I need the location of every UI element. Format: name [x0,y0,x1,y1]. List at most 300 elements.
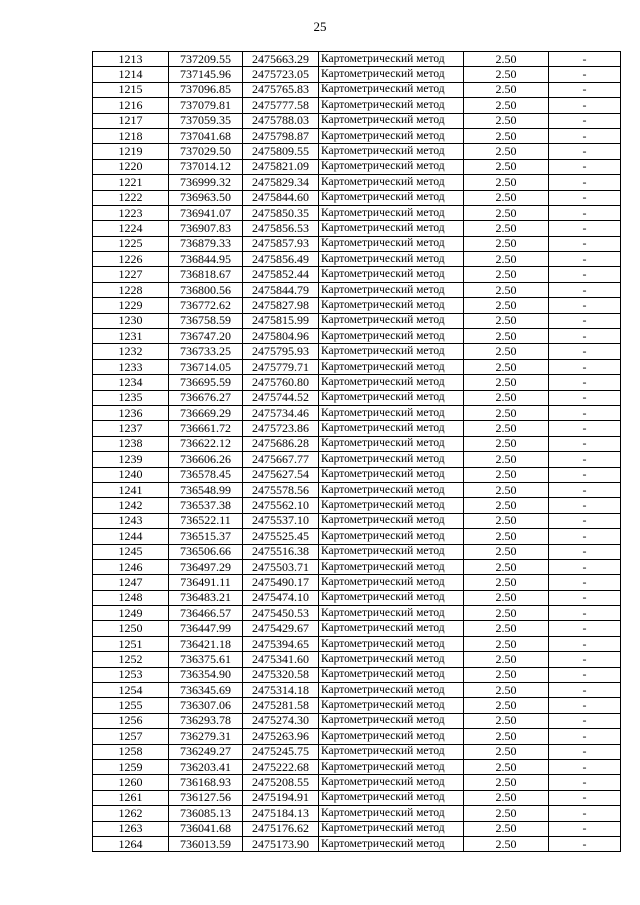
point-number-cell: 1225 [93,236,169,251]
precision-cell: 2.50 [464,621,549,636]
x-coordinate-cell: 736515.37 [169,529,243,544]
precision-cell: 2.50 [464,190,549,205]
precision-cell: 2.50 [464,405,549,420]
method-cell: Картометрический метод [319,221,464,236]
table-row [93,52,621,67]
table-row [93,606,621,621]
x-coordinate-cell: 736085.13 [169,806,243,821]
method-cell: Картометрический метод [319,421,464,436]
point-number-cell: 1251 [93,636,169,651]
method-cell: Картометрический метод [319,575,464,590]
method-cell: Картометрический метод [319,544,464,559]
method-cell: Картометрический метод [319,713,464,728]
precision-cell: 2.50 [464,636,549,651]
table-row [93,775,621,790]
precision-cell: 2.50 [464,544,549,559]
method-cell: Картометрический метод [319,836,464,851]
y-coordinate-cell: 2475450.53 [243,606,319,621]
table-row [93,329,621,344]
method-cell: Картометрический метод [319,621,464,636]
precision-cell: 2.50 [464,498,549,513]
point-number-cell: 1262 [93,806,169,821]
precision-cell: 2.50 [464,113,549,128]
note-cell: - [549,621,621,636]
note-cell: - [549,775,621,790]
table-row [93,144,621,159]
method-cell: Картометрический метод [319,52,464,67]
method-cell: Картометрический метод [319,698,464,713]
y-coordinate-cell: 2475490.17 [243,575,319,590]
point-number-cell: 1250 [93,621,169,636]
precision-cell: 2.50 [464,52,549,67]
method-cell: Картометрический метод [319,482,464,497]
y-coordinate-cell: 2475760.80 [243,375,319,390]
table-row [93,190,621,205]
precision-cell: 2.50 [464,205,549,220]
point-number-cell: 1253 [93,667,169,682]
x-coordinate-cell: 736669.29 [169,405,243,420]
x-coordinate-cell: 736548.99 [169,482,243,497]
note-cell: - [549,606,621,621]
point-number-cell: 1255 [93,698,169,713]
precision-cell: 2.50 [464,344,549,359]
precision-cell: 2.50 [464,836,549,851]
x-coordinate-cell: 737029.50 [169,144,243,159]
method-cell: Картометрический метод [319,128,464,143]
note-cell: - [549,590,621,605]
method-cell: Картометрический метод [319,375,464,390]
note-cell: - [549,575,621,590]
note-cell: - [549,436,621,451]
y-coordinate-cell: 2475562.10 [243,498,319,513]
table-row [93,390,621,405]
precision-cell: 2.50 [464,421,549,436]
point-number-cell: 1254 [93,683,169,698]
method-cell: Картометрический метод [319,790,464,805]
note-cell: - [549,159,621,174]
point-number-cell: 1231 [93,329,169,344]
precision-cell: 2.50 [464,175,549,190]
y-coordinate-cell: 2475320.58 [243,667,319,682]
coordinates-table [92,51,621,852]
precision-cell: 2.50 [464,482,549,497]
point-number-cell: 1237 [93,421,169,436]
method-cell: Картометрический метод [319,806,464,821]
note-cell: - [549,298,621,313]
table-row [93,236,621,251]
note-cell: - [549,482,621,497]
point-number-cell: 1229 [93,298,169,313]
y-coordinate-cell: 2475788.03 [243,113,319,128]
point-number-cell: 1252 [93,652,169,667]
table-row [93,267,621,282]
table-body [93,52,621,852]
point-number-cell: 1249 [93,606,169,621]
x-coordinate-cell: 737096.85 [169,82,243,97]
method-cell: Картометрический метод [319,590,464,605]
y-coordinate-cell: 2475804.96 [243,329,319,344]
note-cell: - [549,344,621,359]
y-coordinate-cell: 2475176.62 [243,821,319,836]
note-cell: - [549,221,621,236]
table-row [93,159,621,174]
table-row [93,436,621,451]
table-row [93,344,621,359]
y-coordinate-cell: 2475525.45 [243,529,319,544]
x-coordinate-cell: 736375.61 [169,652,243,667]
x-coordinate-cell: 736013.59 [169,836,243,851]
note-cell: - [549,421,621,436]
page-number: 25 [313,19,327,34]
note-cell: - [549,98,621,113]
point-number-cell: 1230 [93,313,169,328]
point-number-cell: 1257 [93,729,169,744]
table-row [93,482,621,497]
note-cell: - [549,759,621,774]
precision-cell: 2.50 [464,729,549,744]
y-coordinate-cell: 2475263.96 [243,729,319,744]
precision-cell: 2.50 [464,298,549,313]
note-cell: - [549,52,621,67]
y-coordinate-cell: 2475856.53 [243,221,319,236]
table-row [93,806,621,821]
y-coordinate-cell: 2475827.98 [243,298,319,313]
y-coordinate-cell: 2475795.93 [243,344,319,359]
point-number-cell: 1241 [93,482,169,497]
y-coordinate-cell: 2475829.34 [243,175,319,190]
x-coordinate-cell: 736497.29 [169,559,243,574]
method-cell: Картометрический метод [319,606,464,621]
y-coordinate-cell: 2475341.60 [243,652,319,667]
point-number-cell: 1243 [93,513,169,528]
method-cell: Картометрический метод [319,559,464,574]
table-row [93,252,621,267]
note-cell: - [549,405,621,420]
x-coordinate-cell: 736606.26 [169,452,243,467]
note-cell: - [549,236,621,251]
note-cell: - [549,836,621,851]
table-row [93,698,621,713]
note-cell: - [549,452,621,467]
table-row [93,621,621,636]
method-cell: Картометрический метод [319,498,464,513]
method-cell: Картометрический метод [319,67,464,82]
table-row [93,98,621,113]
note-cell: - [549,128,621,143]
x-coordinate-cell: 736907.83 [169,221,243,236]
precision-cell: 2.50 [464,513,549,528]
x-coordinate-cell: 736522.11 [169,513,243,528]
x-coordinate-cell: 736249.27 [169,744,243,759]
point-number-cell: 1219 [93,144,169,159]
x-coordinate-cell: 736999.32 [169,175,243,190]
x-coordinate-cell: 736168.93 [169,775,243,790]
table-row [93,559,621,574]
method-cell: Картометрический метод [319,190,464,205]
table-row [93,836,621,851]
y-coordinate-cell: 2475314.18 [243,683,319,698]
y-coordinate-cell: 2475821.09 [243,159,319,174]
point-number-cell: 1234 [93,375,169,390]
method-cell: Картометрический метод [319,452,464,467]
x-coordinate-cell: 736354.90 [169,667,243,682]
method-cell: Картометрический метод [319,298,464,313]
table-row [93,652,621,667]
note-cell: - [549,282,621,297]
note-cell: - [549,821,621,836]
x-coordinate-cell: 736421.18 [169,636,243,651]
note-cell: - [549,67,621,82]
method-cell: Картометрический метод [319,652,464,667]
point-number-cell: 1224 [93,221,169,236]
table-row [93,729,621,744]
precision-cell: 2.50 [464,390,549,405]
table-row [93,667,621,682]
table-row [93,759,621,774]
x-coordinate-cell: 736578.45 [169,467,243,482]
precision-cell: 2.50 [464,282,549,297]
method-cell: Картометрический метод [319,82,464,97]
precision-cell: 2.50 [464,590,549,605]
x-coordinate-cell: 736772.62 [169,298,243,313]
y-coordinate-cell: 2475667.77 [243,452,319,467]
note-cell: - [549,329,621,344]
method-cell: Картометрический метод [319,252,464,267]
point-number-cell: 1235 [93,390,169,405]
y-coordinate-cell: 2475245.75 [243,744,319,759]
note-cell: - [549,636,621,651]
method-cell: Картометрический метод [319,744,464,759]
point-number-cell: 1244 [93,529,169,544]
x-coordinate-cell: 737145.96 [169,67,243,82]
note-cell: - [549,498,621,513]
precision-cell: 2.50 [464,359,549,374]
method-cell: Картометрический метод [319,667,464,682]
method-cell: Картометрический метод [319,636,464,651]
table-row [93,513,621,528]
y-coordinate-cell: 2475777.58 [243,98,319,113]
x-coordinate-cell: 736800.56 [169,282,243,297]
point-number-cell: 1239 [93,452,169,467]
point-number-cell: 1217 [93,113,169,128]
point-number-cell: 1258 [93,744,169,759]
method-cell: Картометрический метод [319,282,464,297]
x-coordinate-cell: 737041.68 [169,128,243,143]
y-coordinate-cell: 2475281.58 [243,698,319,713]
method-cell: Картометрический метод [319,113,464,128]
x-coordinate-cell: 737209.55 [169,52,243,67]
method-cell: Картометрический метод [319,513,464,528]
y-coordinate-cell: 2475503.71 [243,559,319,574]
note-cell: - [549,698,621,713]
point-number-cell: 1226 [93,252,169,267]
precision-cell: 2.50 [464,606,549,621]
table-row [93,575,621,590]
y-coordinate-cell: 2475537.10 [243,513,319,528]
x-coordinate-cell: 736506.66 [169,544,243,559]
method-cell: Картометрический метод [319,390,464,405]
x-coordinate-cell: 736714.05 [169,359,243,374]
precision-cell: 2.50 [464,744,549,759]
x-coordinate-cell: 736963.50 [169,190,243,205]
table-row [93,205,621,220]
table-row [93,421,621,436]
y-coordinate-cell: 2475474.10 [243,590,319,605]
y-coordinate-cell: 2475765.83 [243,82,319,97]
y-coordinate-cell: 2475798.87 [243,128,319,143]
point-number-cell: 1228 [93,282,169,297]
y-coordinate-cell: 2475194.91 [243,790,319,805]
precision-cell: 2.50 [464,252,549,267]
method-cell: Картометрический метод [319,144,464,159]
x-coordinate-cell: 736733.25 [169,344,243,359]
point-number-cell: 1233 [93,359,169,374]
y-coordinate-cell: 2475578.56 [243,482,319,497]
table-row [93,82,621,97]
precision-cell: 2.50 [464,267,549,282]
point-number-cell: 1232 [93,344,169,359]
precision-cell: 2.50 [464,329,549,344]
precision-cell: 2.50 [464,575,549,590]
point-number-cell: 1216 [93,98,169,113]
method-cell: Картометрический метод [319,821,464,836]
point-number-cell: 1256 [93,713,169,728]
precision-cell: 2.50 [464,128,549,143]
x-coordinate-cell: 736466.57 [169,606,243,621]
point-number-cell: 1260 [93,775,169,790]
table-row [93,683,621,698]
note-cell: - [549,390,621,405]
y-coordinate-cell: 2475857.93 [243,236,319,251]
y-coordinate-cell: 2475208.55 [243,775,319,790]
x-coordinate-cell: 736747.20 [169,329,243,344]
x-coordinate-cell: 736758.59 [169,313,243,328]
table-row [93,498,621,513]
x-coordinate-cell: 736941.07 [169,205,243,220]
precision-cell: 2.50 [464,375,549,390]
precision-cell: 2.50 [464,452,549,467]
point-number-cell: 1223 [93,205,169,220]
method-cell: Картометрический метод [319,436,464,451]
point-number-cell: 1261 [93,790,169,805]
point-number-cell: 1263 [93,821,169,836]
method-cell: Картометрический метод [319,529,464,544]
table-row [93,452,621,467]
table-row [93,128,621,143]
x-coordinate-cell: 737079.81 [169,98,243,113]
note-cell: - [549,467,621,482]
precision-cell: 2.50 [464,467,549,482]
point-number-cell: 1240 [93,467,169,482]
y-coordinate-cell: 2475809.55 [243,144,319,159]
method-cell: Картометрический метод [319,329,464,344]
table-row [93,467,621,482]
y-coordinate-cell: 2475686.28 [243,436,319,451]
method-cell: Картометрический метод [319,359,464,374]
precision-cell: 2.50 [464,790,549,805]
y-coordinate-cell: 2475394.65 [243,636,319,651]
table-row [93,113,621,128]
method-cell: Картометрический метод [319,267,464,282]
point-number-cell: 1246 [93,559,169,574]
point-number-cell: 1220 [93,159,169,174]
table-row [93,375,621,390]
y-coordinate-cell: 2475850.35 [243,205,319,220]
note-cell: - [549,82,621,97]
table-row [93,359,621,374]
method-cell: Картометрический метод [319,405,464,420]
y-coordinate-cell: 2475723.05 [243,67,319,82]
x-coordinate-cell: 736483.21 [169,590,243,605]
y-coordinate-cell: 2475627.54 [243,467,319,482]
method-cell: Картометрический метод [319,159,464,174]
precision-cell: 2.50 [464,313,549,328]
y-coordinate-cell: 2475852.44 [243,267,319,282]
table-row [93,67,621,82]
y-coordinate-cell: 2475173.90 [243,836,319,851]
table-row [93,221,621,236]
note-cell: - [549,729,621,744]
method-cell: Картометрический метод [319,344,464,359]
note-cell: - [549,313,621,328]
y-coordinate-cell: 2475663.29 [243,52,319,67]
y-coordinate-cell: 2475844.79 [243,282,319,297]
note-cell: - [549,175,621,190]
table-row [93,744,621,759]
note-cell: - [549,806,621,821]
note-cell: - [549,144,621,159]
y-coordinate-cell: 2475856.49 [243,252,319,267]
y-coordinate-cell: 2475274.30 [243,713,319,728]
table-row [93,790,621,805]
precision-cell: 2.50 [464,82,549,97]
precision-cell: 2.50 [464,667,549,682]
table-row [93,529,621,544]
precision-cell: 2.50 [464,144,549,159]
point-number-cell: 1238 [93,436,169,451]
note-cell: - [549,529,621,544]
note-cell: - [549,683,621,698]
note-cell: - [549,513,621,528]
note-cell: - [549,559,621,574]
note-cell: - [549,190,621,205]
x-coordinate-cell: 736491.11 [169,575,243,590]
y-coordinate-cell: 2475429.67 [243,621,319,636]
x-coordinate-cell: 736293.78 [169,713,243,728]
y-coordinate-cell: 2475723.86 [243,421,319,436]
precision-cell: 2.50 [464,806,549,821]
table-row [93,713,621,728]
method-cell: Картометрический метод [319,467,464,482]
method-cell: Картометрический метод [319,775,464,790]
method-cell: Картометрический метод [319,236,464,251]
point-number-cell: 1245 [93,544,169,559]
method-cell: Картометрический метод [319,98,464,113]
note-cell: - [549,267,621,282]
precision-cell: 2.50 [464,713,549,728]
note-cell: - [549,790,621,805]
table-row [93,298,621,313]
x-coordinate-cell: 736307.06 [169,698,243,713]
x-coordinate-cell: 736661.72 [169,421,243,436]
x-coordinate-cell: 736537.38 [169,498,243,513]
x-coordinate-cell: 736345.69 [169,683,243,698]
x-coordinate-cell: 736818.67 [169,267,243,282]
y-coordinate-cell: 2475744.52 [243,390,319,405]
point-number-cell: 1264 [93,836,169,851]
note-cell: - [549,205,621,220]
point-number-cell: 1227 [93,267,169,282]
